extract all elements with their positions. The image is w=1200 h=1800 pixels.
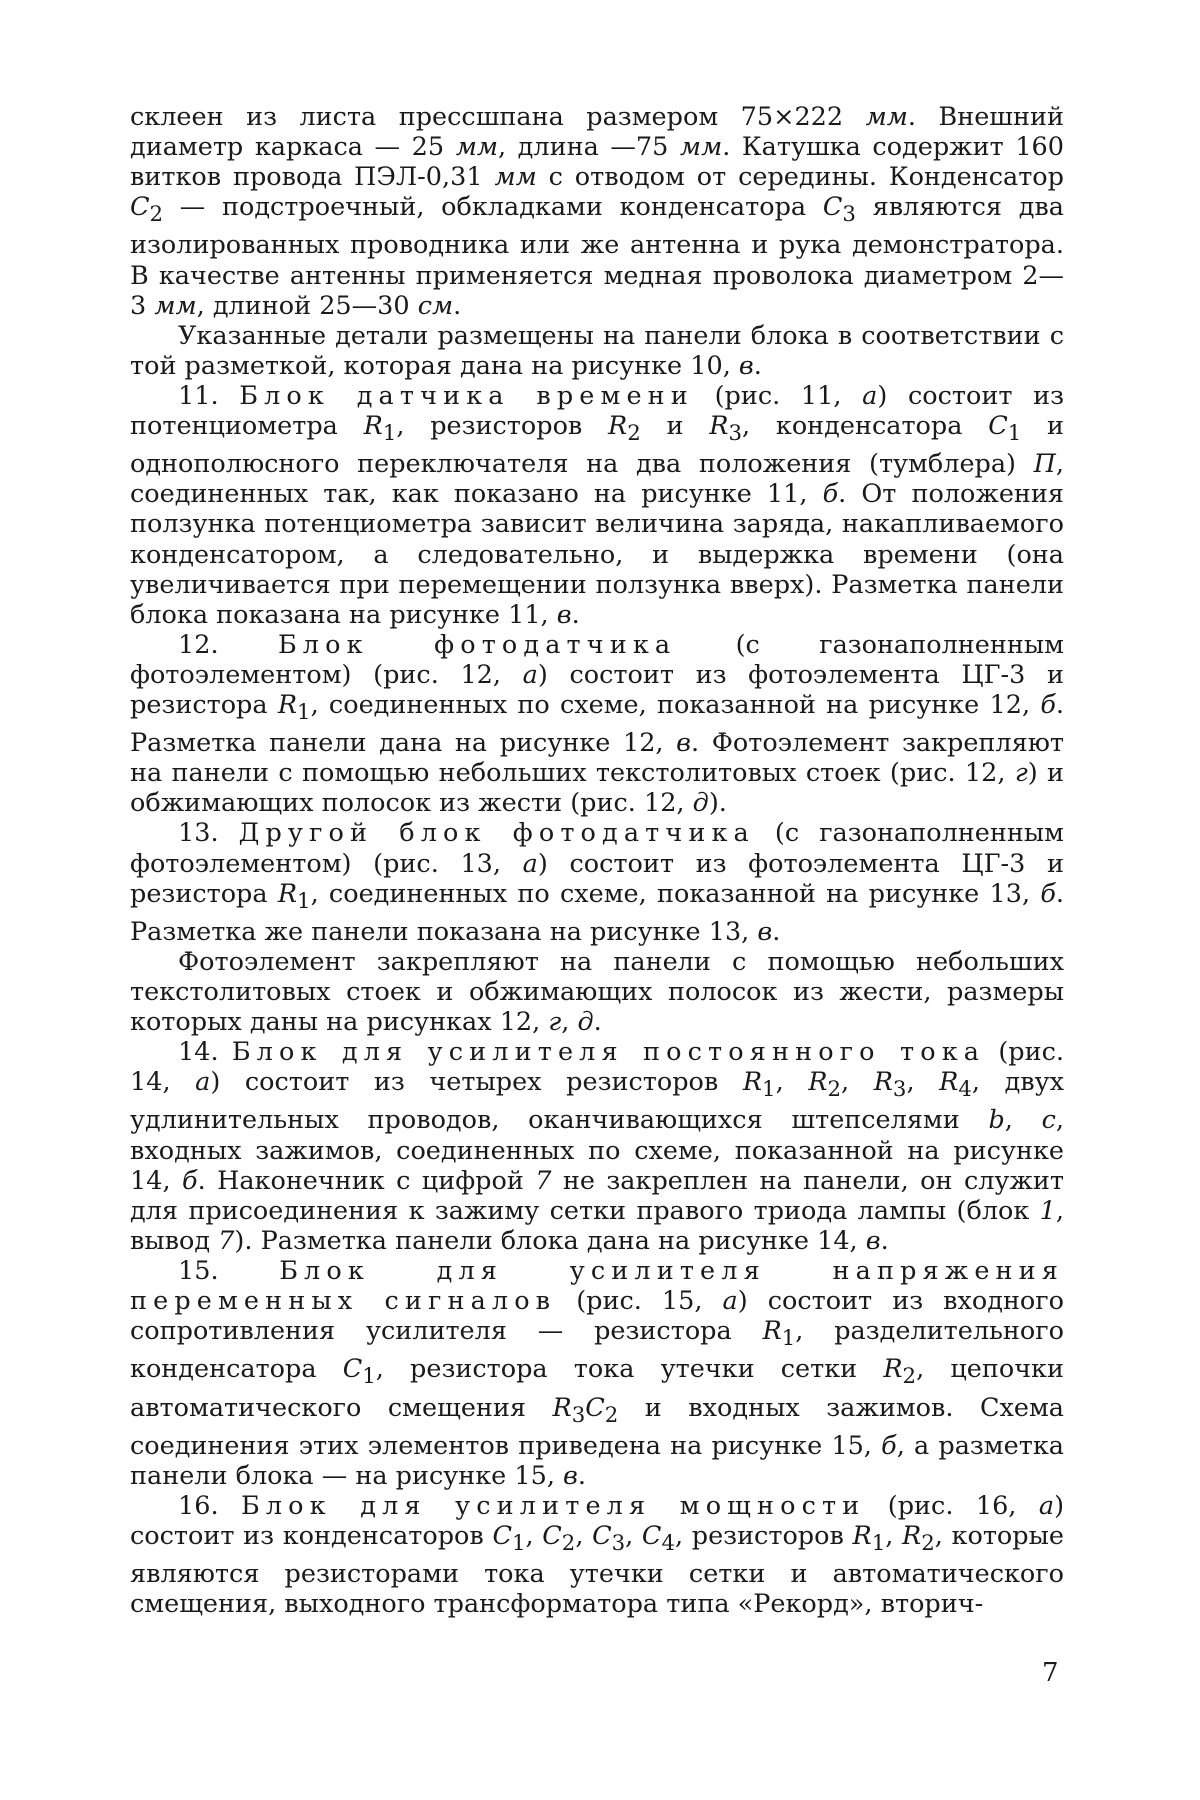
- italic-run: C: [585, 1392, 605, 1423]
- text-run: — подстроечный, обкладками конденсатора: [163, 192, 823, 223]
- text-run: . Разметка же панели показана на рисунке 13,: [130, 878, 1064, 947]
- text-run: , резистора тока утечки сетки: [375, 1354, 884, 1385]
- text-run: (рис. 16,: [865, 1490, 1039, 1521]
- text-run: , входных зажимов, соединенных по схеме, показанной на рисунке 14,: [130, 1105, 1065, 1196]
- italic-run: а: [522, 659, 538, 690]
- italic-run: C: [342, 1354, 363, 1385]
- text-run: .: [571, 599, 580, 630]
- italic-run: C: [592, 1520, 612, 1551]
- text-run: 11.: [178, 380, 240, 411]
- text-run: 16.: [178, 1490, 241, 1521]
- italic-run: см: [417, 290, 454, 321]
- text-run: 12.: [178, 629, 278, 660]
- italic-run: R: [277, 878, 298, 909]
- text-run: ) состоит из потенциометра: [130, 380, 1064, 442]
- text-run: являются два изолированных проводника или же антенна и рука демонстратора. В качестве антенны применяется медная проволока диаметром 2—3: [130, 192, 1064, 321]
- text-run: (рис. 15,: [556, 1286, 723, 1317]
- subscript-run: 2: [827, 1077, 841, 1103]
- italic-run: а: [195, 1067, 211, 1098]
- italic-run: в: [865, 1225, 881, 1256]
- text-run: , конденсатора: [742, 411, 989, 442]
- italic-run: мм: [154, 290, 197, 321]
- subscript-run: 1: [297, 888, 311, 914]
- text-run: ,: [885, 1520, 903, 1551]
- spaced-heading-run: Блок для усилителя постоянного тока: [231, 1037, 986, 1068]
- text-run: ,: [575, 1520, 593, 1551]
- italic-run: а: [1038, 1490, 1055, 1521]
- text-run: и: [640, 411, 710, 442]
- text-run: и входных зажимов. Схема соединения этих элементов приведена на рисунке 15,: [130, 1392, 1065, 1461]
- italic-run: в: [563, 1460, 578, 1491]
- italic-run: мм: [679, 132, 723, 163]
- subscript-run: 1: [362, 1364, 376, 1390]
- text-run: , двух удлинительных проводов, оканчивающихся штепселями: [130, 1067, 1065, 1136]
- text-run: , соединенных так, как показано на рисунке 11,: [130, 449, 1064, 510]
- italic-run: R: [742, 1067, 763, 1098]
- text-run: не закреплен на панели, он служит для присоединения к зажиму сетки правого триода лампы (блок: [130, 1165, 1064, 1226]
- paragraph: [130, 381, 1064, 630]
- text-run: и однополюсного переключателя на два положения (тумблера): [130, 411, 1064, 480]
- subscript-run: 4: [958, 1077, 972, 1103]
- text-run: ,: [561, 1007, 578, 1038]
- subscript-run: 3: [842, 202, 856, 228]
- text-run: ) и обжимающих полосок из жести (рис. 12,: [130, 758, 1064, 819]
- paragraph: [130, 630, 1064, 819]
- paragraph: [130, 1491, 1064, 1619]
- text-run: ,: [525, 1520, 543, 1551]
- italic-run: R: [552, 1392, 572, 1423]
- italic-run: R: [762, 1316, 782, 1347]
- text-run: с отводом от середины. Конденсатор: [536, 162, 1064, 193]
- text-run: , а разметка панели блока — на рисунке 15,: [130, 1430, 1064, 1491]
- subscript-run: 2: [921, 1531, 935, 1557]
- italic-run: б: [1040, 878, 1056, 909]
- italic-run: C: [641, 1520, 662, 1551]
- italic-run: R: [939, 1067, 959, 1098]
- italic-run: д: [692, 788, 709, 819]
- italic-run: C: [492, 1520, 512, 1551]
- italic-run: C: [822, 192, 843, 223]
- text-run: ). Разметка панели блока дана на рисунке 14,: [234, 1225, 866, 1256]
- spaced-heading-run: Другой блок фотодатчика: [238, 818, 755, 849]
- subscript-run: 1: [511, 1531, 526, 1557]
- italic-run: мм: [865, 102, 908, 132]
- text-run: , соединенных по схеме, показанной на рисунке 13,: [310, 878, 1041, 909]
- italic-run: в: [738, 350, 754, 381]
- text-run: ) состоит из фотоэлемента ЦГ-3 и резистора: [130, 848, 1064, 909]
- text-run: ) состоит из конденсаторов: [130, 1490, 1065, 1551]
- text-run: ) состоит из фотоэлемента ЦГ-3 и резистора: [130, 659, 1064, 720]
- paragraph: [130, 102, 1064, 321]
- text-run: ,: [906, 1067, 940, 1098]
- subscript-run: 1: [382, 421, 397, 447]
- italic-run: C: [542, 1520, 562, 1551]
- italic-run: б: [822, 479, 839, 510]
- text-run: 15.: [178, 1255, 280, 1286]
- text-run: ,: [1004, 1105, 1042, 1136]
- paragraph: [130, 321, 1064, 381]
- subscript-run: 4: [661, 1531, 675, 1557]
- text-run: ,: [841, 1067, 874, 1098]
- text-run: .: [453, 290, 462, 321]
- text-run: склеен из листа прессшпана размером 75×222: [130, 102, 866, 132]
- italic-run: 1: [1039, 1195, 1056, 1226]
- subscript-run: 2: [561, 1531, 576, 1557]
- subscript-run: 1: [762, 1077, 776, 1103]
- text-run: , резисторов: [396, 411, 609, 442]
- text-run: , которые являются резисторами тока утечки сетки и автоматического смещения, выходного трансформатора типа «Рекорд», вторич-: [130, 1520, 1064, 1620]
- text-run: , длина —75: [497, 132, 680, 163]
- text-run: , цепочки автоматического смещения: [130, 1354, 1064, 1423]
- subscript-run: 2: [902, 1364, 917, 1390]
- italic-run: а: [862, 380, 878, 411]
- italic-run: б: [881, 1430, 897, 1461]
- italic-run: мм: [494, 162, 537, 193]
- page-number: 7: [1042, 1658, 1059, 1688]
- subscript-run: 3: [571, 1402, 586, 1428]
- italic-run: в: [757, 916, 773, 947]
- subscript-run: 1: [297, 700, 311, 726]
- italic-run: мм: [455, 132, 498, 163]
- italic-run: П: [1033, 449, 1056, 480]
- text-run: . От положения ползунка потенциометра зависит величина заряда, накапливаемого конденсатором, а следовательно, и выдержка времени (она увеличивается при перемещении ползунка вверх). Разметка панели блока показана на рисунке 11,: [130, 479, 1065, 630]
- subscript-run: 3: [892, 1077, 907, 1103]
- paragraph: [130, 1037, 1064, 1256]
- text-run: . Фотоэлемент закрепляют на панели с помощью небольших текстолитовых стоек (рис. 12,: [130, 728, 1065, 789]
- italic-run: c: [1041, 1105, 1056, 1136]
- text-run: . Наконечник с цифрой: [197, 1165, 536, 1196]
- italic-run: R: [709, 411, 729, 442]
- text-run: . Внешний диаметр каркаса — 25: [130, 102, 1064, 163]
- italic-run: R: [277, 689, 298, 720]
- subscript-run: 1: [781, 1326, 796, 1352]
- text-run: ).: [708, 788, 727, 819]
- subscript-run: 2: [627, 421, 641, 447]
- italic-run: г: [1014, 758, 1028, 789]
- spaced-heading-run: Блок для усилителя напряжения переменных сигналов: [130, 1255, 1064, 1317]
- text-run: .: [772, 916, 781, 947]
- text-run: .: [593, 1007, 602, 1038]
- italic-run: C: [988, 411, 1008, 442]
- text-run: .: [577, 1460, 586, 1491]
- paragraph: [130, 818, 1064, 946]
- text-run: .: [880, 1225, 889, 1256]
- italic-run: R: [883, 1354, 903, 1385]
- italic-run: R: [902, 1520, 922, 1551]
- text-run: .: [753, 350, 762, 381]
- italic-run: в: [676, 728, 692, 759]
- text-run: ,: [625, 1520, 642, 1551]
- subscript-run: 1: [1007, 421, 1022, 447]
- spaced-heading-run: Блок для усилителя мощности: [241, 1490, 866, 1521]
- text-run: ) состоит из входного сопротивления усилителя — резистора: [130, 1286, 1065, 1347]
- text-run: , соединенных по схеме, показанной на рисунке 12,: [310, 689, 1041, 720]
- subscript-run: 3: [611, 1531, 626, 1557]
- text-run: (рис. 14,: [130, 1037, 1064, 1098]
- text-run: ,: [775, 1067, 809, 1098]
- text-run: . Разметка панели дана на рисунке 12,: [130, 689, 1064, 759]
- italic-run: г: [548, 1007, 562, 1038]
- italic-run: д: [577, 1007, 594, 1038]
- paragraph: [130, 947, 1064, 1037]
- text-run: Указанные детали размещены на панели блока в соответствии с той разметкой, которая дана на рисунке 10,: [130, 320, 1064, 381]
- text-run: 13.: [178, 818, 239, 849]
- italic-run: б: [181, 1165, 198, 1196]
- body-text: [130, 102, 1064, 1619]
- italic-run: b: [988, 1105, 1005, 1136]
- subscript-run: 1: [871, 1531, 886, 1557]
- italic-run: а: [522, 848, 538, 879]
- text-run: (с газонаполненным фотоэлементом) (рис. 12,: [130, 629, 1064, 690]
- spaced-heading-run: Блок фотодатчика: [277, 629, 677, 660]
- italic-run: C: [130, 192, 150, 223]
- subscript-run: 3: [728, 421, 743, 447]
- text-run: . Катушка содержит 160 витков провода ПЭЛ-0,31: [130, 132, 1064, 193]
- italic-run: R: [873, 1067, 893, 1098]
- italic-run: R: [608, 411, 628, 442]
- text-run: 14.: [178, 1037, 232, 1068]
- subscript-run: 2: [604, 1402, 619, 1428]
- italic-run: б: [1040, 689, 1056, 720]
- paragraph: [130, 1256, 1064, 1491]
- italic-run: в: [556, 599, 572, 630]
- italic-run: 7: [218, 1225, 235, 1256]
- text-run: , длиной 25—30: [196, 290, 418, 321]
- italic-run: R: [808, 1067, 828, 1098]
- subscript-run: 2: [149, 202, 164, 228]
- italic-run: R: [852, 1520, 872, 1551]
- text-run: Фотоэлемент закрепляют на панели с помощью небольших текстолитовых стоек и обжимающих полосок из жести, размеры которых даны на рисунках 12,: [130, 946, 1064, 1038]
- text-run: (рис. 11,: [693, 380, 863, 411]
- spaced-heading-run: Блок датчика времени: [239, 380, 694, 411]
- italic-run: 7: [535, 1165, 552, 1196]
- text-run: , резисторов: [674, 1520, 853, 1551]
- text-run: ) состоит из четырех резисторов: [210, 1067, 743, 1098]
- italic-run: R: [363, 411, 383, 442]
- text-run: (с газонаполненным фотоэлементом) (рис. 13,: [130, 818, 1064, 879]
- text-run: , вывод: [130, 1195, 1064, 1256]
- italic-run: а: [722, 1286, 738, 1317]
- text-run: , разделительного конденсатора: [130, 1316, 1064, 1385]
